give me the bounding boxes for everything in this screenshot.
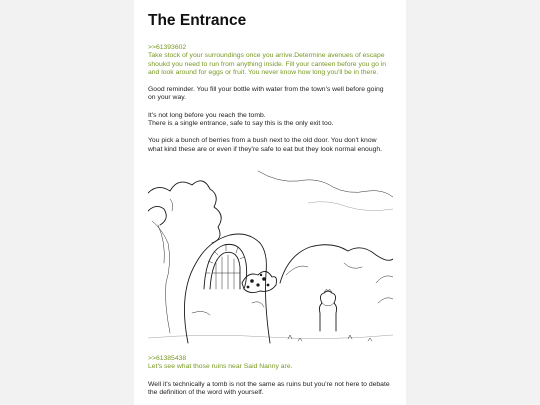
paragraph-berries: You pick a bunch of berries from a bush next to the old door. You don't know what kind these are or even if they're safe to eat but they look normal enough. xyxy=(148,137,383,153)
paragraph-canteen: Good reminder. You fill your bottle with water from the town's well before going on your way. xyxy=(148,86,384,102)
quote-post-2 xyxy=(148,355,392,372)
quote-link[interactable]: >>61393602 xyxy=(148,44,187,51)
paragraph-tomb-line2: There is a single entrance, safe to say this is the only exit too. xyxy=(148,120,334,128)
quote-text-2: Let's see what those ruins near Said Nanny are. xyxy=(148,363,293,371)
tomb-entrance-illustration xyxy=(148,163,393,347)
page-column xyxy=(134,0,406,405)
content xyxy=(148,12,392,405)
quote-link-2[interactable]: >>61385438 xyxy=(148,354,187,362)
quote-text: Take stock of your surroundings once you arrive.Determine avenues of escape shoukd you need to run from anything inside. Fill your canteen before you go in and look around for eggs or fruit. You never know how long you'll be in there. xyxy=(148,52,387,76)
paragraph-tomb-line1: It's not long before you reach the tomb. xyxy=(148,111,266,119)
paragraph-tomb xyxy=(148,112,392,129)
quote-post xyxy=(148,44,392,77)
page-title: The Entrance xyxy=(148,12,247,29)
paragraph-tomb-ruins: Well it's technically a tomb is not the same as ruins but you're not here to debate the definition of the word with yourself. xyxy=(148,380,390,396)
sketch-illustration xyxy=(148,163,393,347)
